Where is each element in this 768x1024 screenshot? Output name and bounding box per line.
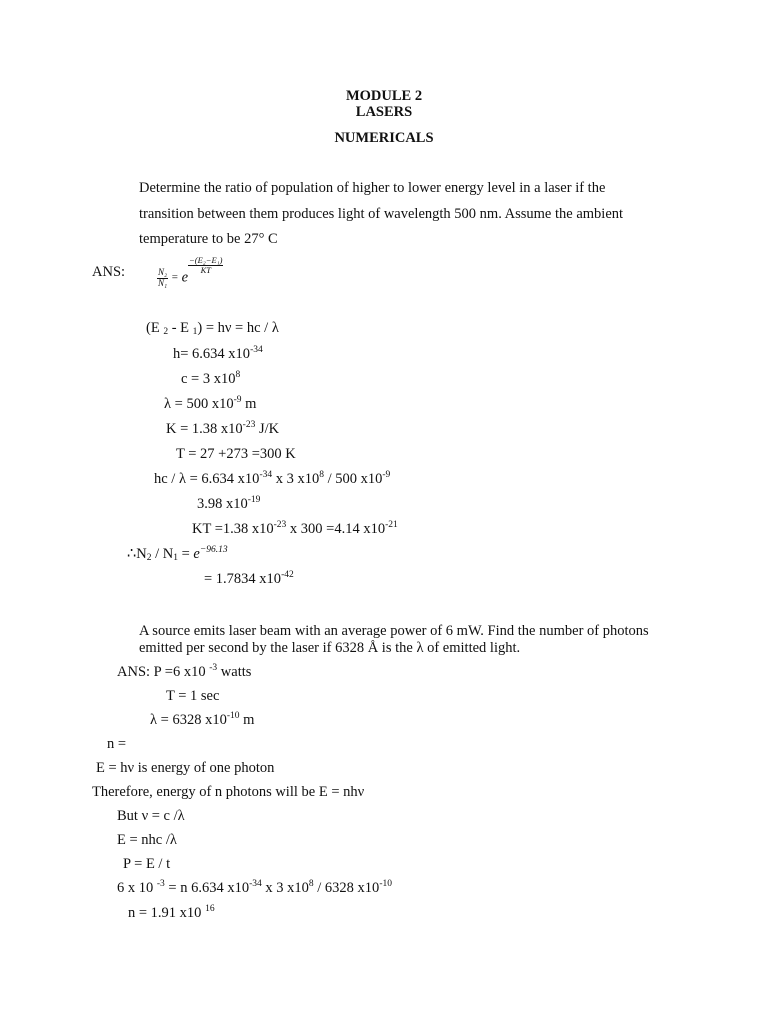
h-base: h= 6.634 x10 xyxy=(173,346,251,362)
kt-e2: -21 xyxy=(385,520,398,530)
nr-base: n = 1.91 x10 xyxy=(128,905,206,921)
ratio-denominator: N₁ xyxy=(158,277,168,288)
k-unit: J/K xyxy=(255,421,280,437)
be-c: x 3 x10 xyxy=(261,880,309,896)
p-exp: -3 xyxy=(209,663,218,673)
ratio-base-e: e xyxy=(193,546,200,562)
hc-result-exp: -19 xyxy=(247,495,261,505)
lambda2-base: λ = 6328 x10 xyxy=(150,712,227,728)
h-exp: -34 xyxy=(250,345,263,355)
p-a: ANS: P =6 x10 xyxy=(117,664,210,680)
ratio-b: / N xyxy=(151,546,174,562)
er-mid: - E xyxy=(168,320,193,336)
energy-relation xyxy=(146,320,279,337)
er-post: ) = hν = hc / λ xyxy=(197,320,279,336)
lambda-unit: m xyxy=(241,396,257,412)
power-value xyxy=(117,664,251,681)
lambda2-exp: -10 xyxy=(226,711,240,721)
er-pre: (E xyxy=(146,320,164,336)
topic-title: LASERS xyxy=(355,104,413,120)
population-ratio-formula xyxy=(157,256,223,288)
c-base: c = 3 x10 xyxy=(181,371,236,387)
formula-equals: = xyxy=(171,271,178,284)
ratio-s1: 2 xyxy=(146,553,152,563)
population-ratio-result xyxy=(204,571,294,588)
ratio-s2: 1 xyxy=(173,553,178,563)
kt-a: KT =1.38 x10 xyxy=(192,521,274,537)
kt-value xyxy=(192,521,398,538)
ratio-numerator: N₂ xyxy=(158,266,168,277)
photon-count-result xyxy=(128,905,215,922)
hc-over-lambda xyxy=(154,471,390,488)
be-e2: -34 xyxy=(249,879,262,889)
section-title: NUMERICALS xyxy=(334,130,434,146)
ratio-exp: −96.13 xyxy=(199,545,228,555)
rr-base: = 1.7834 x10 xyxy=(204,571,282,587)
be-b: = n 6.634 x10 xyxy=(164,880,250,896)
er-sub2: 1 xyxy=(192,327,198,337)
exponent-denominator: KT xyxy=(200,265,211,276)
be-d: / 6328 x10 xyxy=(313,880,380,896)
ratio-a: ∴N xyxy=(127,546,147,562)
hcl-c: / 500 x10 xyxy=(323,471,383,487)
photon-energy-line: E = hν is energy of one photon xyxy=(96,760,275,776)
k-base: K = 1.38 x10 xyxy=(166,421,243,437)
nr-exp: 16 xyxy=(205,904,215,914)
er-sub1: 2 xyxy=(163,327,169,337)
power-equation: P = E / t xyxy=(123,856,171,872)
energy-nhc: E = nhc /λ xyxy=(117,832,177,848)
temperature-value: T = 27 +273 =300 K xyxy=(176,446,296,462)
therefore-line: Therefore, energy of n photons will be E = nhν xyxy=(92,784,365,800)
lambda-base: λ = 500 x10 xyxy=(164,396,234,412)
problem1-question-line3: temperature to be 27° C xyxy=(139,231,278,247)
problem1-question-line2: transition between them produces light of wavelength 500 nm. Assume the ambient xyxy=(139,206,624,222)
problem2-question-line1: A source emits laser beam with an average power of 6 mW. Find the number of photons xyxy=(139,623,649,639)
substituted-equation xyxy=(117,880,392,897)
k-exp: -23 xyxy=(242,420,256,430)
ratio-fraction xyxy=(157,268,168,289)
hcl-a: hc / λ = 6.634 x10 xyxy=(154,471,260,487)
hcl-e3: -9 xyxy=(382,470,391,480)
problem1-question-line1: Determine the ratio of population of higher to lower energy level in a laser if the xyxy=(139,180,606,196)
time-value: T = 1 sec xyxy=(166,688,220,704)
ratio-c: = xyxy=(177,546,194,562)
hcl-b: x 3 x10 xyxy=(272,471,320,487)
wavelength-value xyxy=(164,396,256,413)
kt-e1: -23 xyxy=(273,520,287,530)
kt-b: x 300 =4.14 x10 xyxy=(286,521,386,537)
rr-exp: -42 xyxy=(281,570,294,580)
speed-of-light xyxy=(181,371,240,388)
wavelength2-value xyxy=(150,712,254,729)
n-equals: n = xyxy=(107,736,127,752)
c-exp: 8 xyxy=(235,370,241,380)
planck-constant xyxy=(173,346,263,363)
population-ratio-exp xyxy=(127,546,228,563)
formula-exponent xyxy=(188,256,223,276)
module-title: MODULE 2 xyxy=(345,88,423,104)
exponent-numerator: −(E₂−E₁) xyxy=(189,255,223,265)
be-a: 6 x 10 xyxy=(117,880,157,896)
boltzmann-constant xyxy=(166,421,279,438)
formula-base-e: e xyxy=(181,269,189,286)
lambda2-unit: m xyxy=(239,712,255,728)
hcl-e1: -34 xyxy=(259,470,273,480)
hcl-e2: 8 xyxy=(319,470,324,480)
p-unit: watts xyxy=(217,664,252,680)
hc-result-base: 3.98 x10 xyxy=(197,496,248,512)
be-e1: -3 xyxy=(156,879,165,889)
problem1-ans-label: ANS: xyxy=(92,264,126,280)
problem2-question-line2: emitted per second by the laser if 6328 Å is the λ of emitted light. xyxy=(139,640,521,656)
hc-result xyxy=(197,496,260,513)
frequency-relation: But ν = c /λ xyxy=(117,808,185,824)
be-e3: 8 xyxy=(308,879,314,889)
lambda-exp: -9 xyxy=(233,395,242,405)
be-e4: -10 xyxy=(379,879,392,889)
